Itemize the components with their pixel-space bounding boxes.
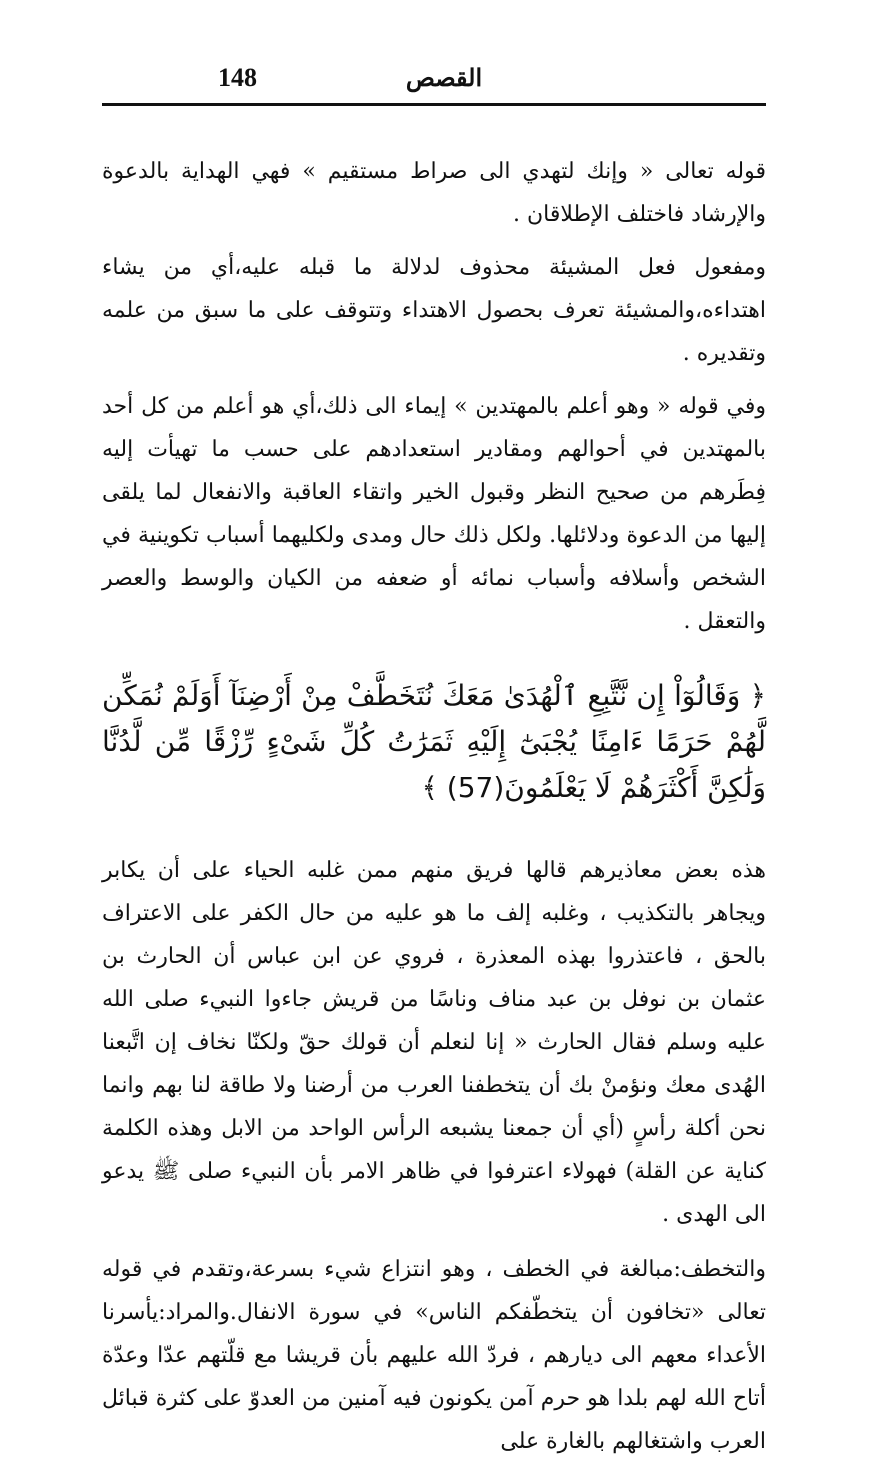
paragraph-5: والتخطف:مبالغة في الخطف ، وهو انتزاع شيء بسرعة،وتقدم في قوله تعالى «تخافون أن يتخطّفكم الناس» في سورة الانفال.والمراد:يأسرنا الأعداء معهم الى ديارهم ، فردّ الله عليهم بأن قريشا مع قلّتهم عدّا وعدّة أتاح الله لهم بلدا هو حرم آمن يكونون فيه آمنين من العدوّ على كثرة قبائل العرب واشتغالهم بالغارة على [102, 1257, 766, 1454]
page-header [102, 62, 766, 98]
header-divider [102, 103, 766, 106]
page-body [102, 150, 766, 1463]
page-number: 148 [218, 63, 257, 92]
paragraph-2: ومفعول فعل المشيئة محذوف لدلالة ما قبله عليه،أي من يشاء اهتداءه،والمشيئة تعرف بحصول الاهتداء وتتوقف على ما سبق من علمه وتقديره . [102, 255, 766, 366]
paragraph-4: هذه بعض معاذيرهم قالها فريق منهم ممن غلبه الحياء على أن يكابر ويجاهر بالتكذيب ، وغلبه إلف ما هو عليه من حال الكفر على الاعتراف بالحق ، فاعتذروا بهذه المعذرة ، فروي عن ابن عباس أن الحارث بن عثمان بن نوفل بن عبد مناف وناسًا من قريش جاءوا النبيء صلى الله عليه وسلم فقال الحارث « إنا لنعلم أن قولك حقّ ولكنّا نخاف إن اتَّبعنا الهُدى معك ونؤمنْ بك أن يتخطفنا العرب من أرضنا ولا طاقة لنا بهم وانما نحن أكلة رأسٍ (أي أن جمعنا يشبعه الرأس الواحد من الابل وهذه الكلمة كناية عن القلة) فهولاء اعترفوا في ظاهر الامر بأن النبيء صلى ﷺ يدعو الى الهدى . [102, 858, 767, 1227]
chapter-title: القصص [405, 63, 483, 92]
quran-verse: ﴿ وَقَالُوٓاْ إِن نَّتَّبِعِ ٱلْهُدَىٰ مَعَكَ نُتَخَطَّفْ مِنْ أَرْضِنَآ أَوَلَمْ نُمَكِّن لَّهُمْ حَرَمًا ءَامِنًا يُجْبَىٰٓ إِلَيْهِ ثَمَرَٰتُ كُلِّ شَىْءٍ رِّزْقًا مِّن لَّدُنَّا وَلَٰكِنَّ أَكْثَرَهُمْ لَا يَعْلَمُونَ(57) ﴾ [102, 679, 766, 804]
paragraph-1: قوله تعالى « وإنك لتهدي الى صراط مستقيم » فهي الهداية بالدعوة والإرشاد فاختلف الإطلاقان . [102, 159, 766, 227]
paragraph-3: وفي قوله « وهو أعلم بالمهتدين » إيماء الى ذلك،أي هو أعلم من كل أحد بالمهتدين في أحوالهم ومقادير استعدادهم على حسب ما تهيأت إليه فِطَرهم من صحيح النظر وقبول الخير واتقاء العاقبة والانفعال لما يلقى إليها من الدعوة ودلائلها. ولكل ذلك حال ومدى ولكليهما أسباب تكوينية في الشخص وأسلافه وأسباب نمائه أو ضعفه من الكيان والوسط والعصر والتعقل . [102, 394, 767, 634]
